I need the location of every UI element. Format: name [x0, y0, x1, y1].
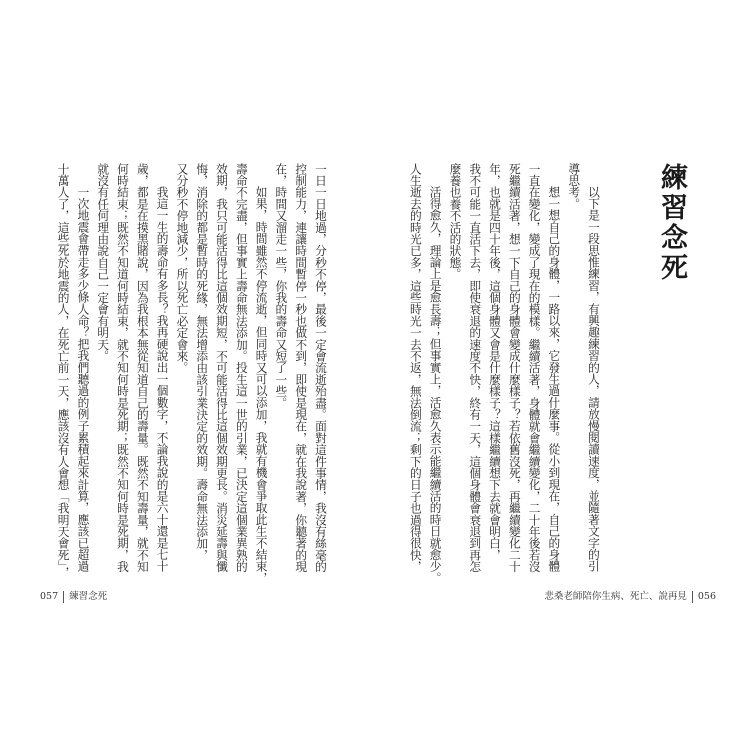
chapter-title: 練習念死	[656, 163, 687, 283]
text-column: 悔，消除的都是暫時的死緣，無法增添由該引業決定的效期。壽命無法添加，	[195, 163, 210, 561]
text-column: 人生逝去的時光已多，這些時光一去不返，無法倒流；剩下的日子也過得很快，	[408, 163, 423, 573]
text-column: 在，時間又溜走一些，你我的壽命又短了一些。	[274, 163, 289, 409]
text-column: 何時結束；既然不知道何時結束，就不知何時是死期；既然不知何時是死期，我	[116, 163, 131, 573]
text-column: 活得愈久，理論上是愈長壽；但事實上，活愈久表示能繼續活的時日就愈少。	[428, 186, 443, 585]
page-number: 057	[40, 591, 59, 602]
text-column: 我這一生的壽命有多長？我再硬說出一個數字，不論我說的是六十還是七十	[155, 186, 170, 573]
text-column: 年，也就是四十年後，這個身體又會是什麼樣子？這樣繼續想下去就會明白，	[488, 163, 503, 561]
left-page-body	[53, 163, 330, 585]
text-column: 控制能力，連讓時間暫停一秒也做不到，即使是現在，就在我說著，你聽著的現	[294, 163, 309, 573]
text-column: 又分秒不停地減少，所以死亡必定會來。	[175, 163, 190, 374]
footer-divider	[63, 591, 64, 603]
right-page-body	[405, 163, 603, 585]
text-column: 就沒有任何理由說自己一定會有明天。	[96, 163, 111, 362]
text-column: 一日一日地過，分秒不停，最後一定會流逝殆盡。面對這件事情，我沒有絲毫的	[314, 163, 328, 573]
text-column: 導思考。	[567, 163, 582, 210]
text-column: 效期，我只可能活得比這個效期短，不可能活得比這個效期更長。消災延壽與懺	[215, 163, 230, 573]
page-number: 056	[697, 591, 716, 602]
text-column: 十萬人了，這些死於地震的人，在死亡前一天，應該沒有人會想「我明天會死」，	[56, 163, 71, 579]
text-column: 死繼續活著，想一下自己的身體會變成什麼樣子？若依舊沒死，再繼續變化二十	[507, 163, 522, 573]
left-page-footer	[40, 590, 107, 604]
text-column: 壽命不完盡，但事實上壽命無法添加。投生這一世的引業，已決定這個業異熟的	[234, 163, 249, 573]
text-column: 想一想自己的身體，一路以來，它發生過什麼事。從小到現在，自己的身體	[547, 186, 562, 573]
text-column: 以下是一段思惟練習，有興趣練習的人，請放慢閱讀速度，並隨著文字的引	[587, 186, 601, 573]
text-column: 一直在變化，變成了現在的模樣。繼續活著，身體就會繼續變化，二十年後若沒	[527, 163, 542, 573]
text-column: 歲，都是在摸黑賭說，因為我根本無從知道自己的壽量。既然不知壽量，就不知	[135, 163, 150, 573]
text-column: 如果，時間雖然不停流逝，但同時又可以添加，我就有機會爭取此生不結束，	[254, 186, 269, 585]
running-head: 練習念死	[69, 591, 108, 602]
running-head: 悲桑老師陪你生病、死亡、說再見	[544, 591, 687, 602]
text-column: 麼養也養不活的狀態。	[448, 163, 463, 280]
text-column: 我不可能一直活下去，即使衰退的速度不快，終有一天，這個身體會衰退到再怎	[468, 163, 483, 573]
right-page-footer	[544, 590, 716, 604]
text-column: 一次地震會帶走多少條人命？把我們聽過的例子累積起來計算，應該已超過	[76, 186, 91, 573]
footer-divider	[692, 591, 693, 603]
